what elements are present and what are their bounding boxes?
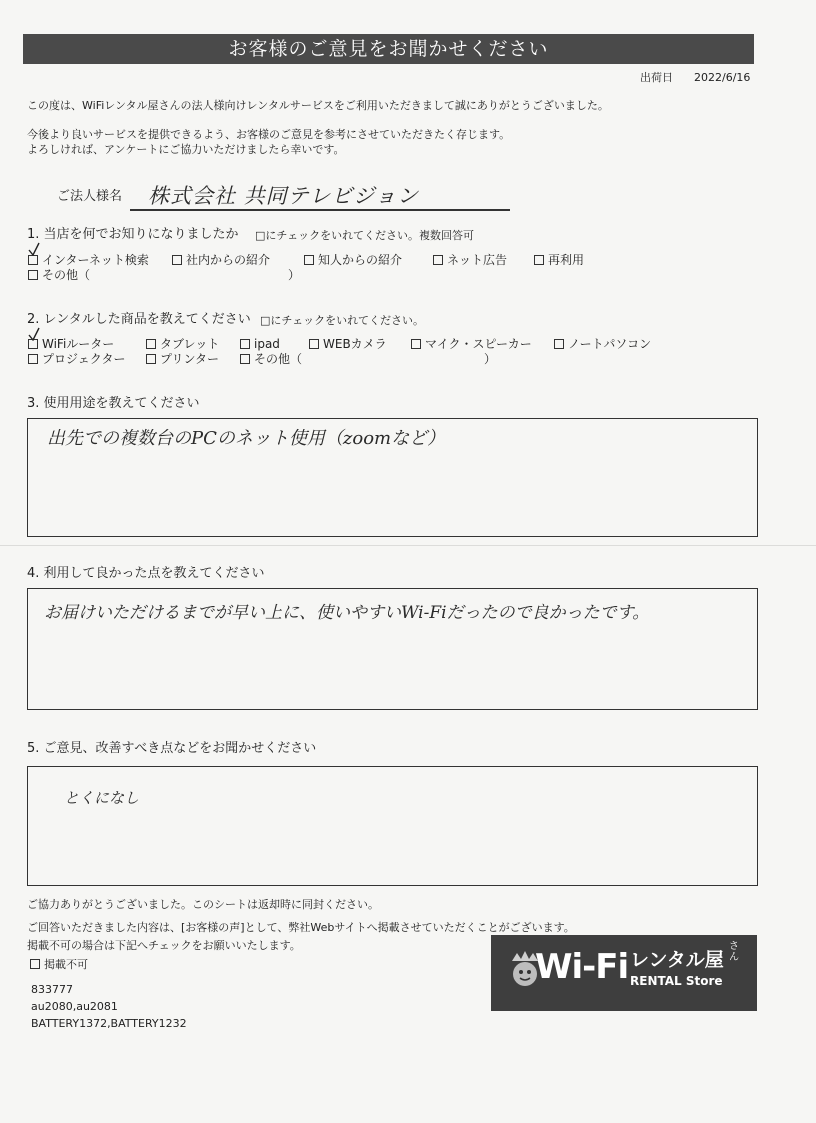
q2-wifi-router-label: WiFiルーター (42, 337, 115, 351)
q1-other-close-paren: ） (288, 268, 301, 282)
q2-web-camera-checkbox[interactable] (309, 339, 319, 349)
q2-other-label: その他（ (254, 352, 303, 366)
page-title: お客様のご意見をお聞かせください (23, 34, 754, 64)
logo-wifi-text: Wi-Fi (535, 947, 629, 987)
q2-web-camera-label: WEBカメラ (323, 337, 387, 351)
q5-answer-handwritten: とくになし (64, 789, 140, 807)
q1-acquaintance-label: 知人からの紹介 (318, 253, 403, 267)
q5-answer-box[interactable] (27, 766, 758, 886)
q1-internet-search-label: インターネット検索 (42, 253, 149, 267)
footer-publish-1: ご回答いただきました内容は、[お客様の声]として、弊社Webサイトへ掲載させていただくことがございます。 (27, 921, 575, 934)
device-codes: au2080,au2081 (31, 1000, 118, 1013)
q2-option-laptop[interactable] (554, 337, 651, 352)
q2-tablet-label: タブレット (160, 337, 220, 351)
q1-reuse-label: 再利用 (548, 253, 585, 267)
battery-codes: BATTERY1372,BATTERY1232 (31, 1017, 187, 1030)
q2-option-mic-speaker[interactable] (411, 337, 532, 352)
order-code: 833777 (31, 983, 73, 996)
paper-fold-line (0, 545, 816, 546)
q2-note: □にチェックをいれてください。 (260, 314, 425, 327)
intro-line-2: 今後より良いサービスを提供できるよう、お客様のご意見を参考にさせていただきたく存じます。 (27, 128, 511, 141)
q1-reuse-checkbox[interactable] (534, 255, 544, 265)
q5-title: 5. ご意見、改善すべき点などをお聞かせください (27, 741, 317, 756)
wifi-rental-logo (491, 935, 757, 1011)
q1-internal-referral-label: 社内からの紹介 (186, 253, 271, 267)
q2-projector-label: プロジェクター (42, 352, 126, 366)
check-mark-icon (28, 242, 40, 256)
q2-option-web-camera[interactable] (309, 337, 387, 352)
no-publish-label: 掲載不可 (44, 958, 88, 971)
q1-option-internal-referral[interactable] (172, 253, 270, 268)
q3-title: 3. 使用用途を教えてください (27, 396, 200, 411)
q1-internal-referral-checkbox[interactable] (172, 255, 182, 265)
q1-note: □にチェックをいれてください。複数回答可 (255, 229, 475, 242)
q2-option-projector[interactable] (28, 352, 126, 367)
footer-publish-2: 掲載不可の場合は下記へチェックをお願いいたします。 (27, 939, 301, 952)
q1-option-acquaintance[interactable] (304, 253, 402, 268)
q1-internet-search-checkbox[interactable] (28, 255, 38, 265)
q1-option-web-ad[interactable] (433, 253, 507, 268)
q2-other-close-paren: ） (484, 352, 497, 366)
no-publish-option[interactable] (30, 957, 88, 972)
q2-option-wifi-router[interactable] (28, 337, 114, 352)
q2-option-other[interactable] (240, 352, 302, 367)
footer-thanks: ご協力ありがとうございました。このシートは返却時に同封ください。 (27, 898, 379, 911)
q1-other-label: その他（ (42, 268, 91, 282)
company-label: ご法人様名 (57, 189, 123, 204)
logo-rental-store: RENTAL Store (630, 974, 723, 988)
q1-acquaintance-checkbox[interactable] (304, 255, 314, 265)
no-publish-checkbox[interactable] (30, 959, 40, 969)
q1-web-ad-label: ネット広告 (447, 253, 508, 267)
q2-option-tablet[interactable] (146, 337, 219, 352)
ship-date-value: 2022/6/16 (694, 71, 751, 84)
q2-mic-speaker-checkbox[interactable] (411, 339, 421, 349)
q2-printer-label: プリンター (160, 352, 220, 366)
q2-other-checkbox[interactable] (240, 354, 250, 364)
q1-option-internet-search[interactable] (28, 253, 149, 268)
q2-laptop-checkbox[interactable] (554, 339, 564, 349)
logo-san: さん (729, 941, 739, 963)
q2-ipad-label: ipad (254, 337, 280, 351)
q2-laptop-label: ノートパソコン (568, 337, 652, 351)
intro-line-1: この度は、WiFiレンタル屋さんの法人様向けレンタルサービスをご利用いただきまして誠にありがとうございました。 (27, 99, 609, 112)
q2-mic-speaker-label: マイク・スピーカー (425, 337, 532, 351)
check-mark-icon (28, 327, 40, 341)
logo-rental-jp: レンタル屋 (630, 949, 724, 971)
q2-ipad-checkbox[interactable] (240, 339, 250, 349)
q3-answer-handwritten: 出先での複数台のPCのネット使用（zoomなど） (47, 428, 446, 449)
ship-date (640, 71, 750, 85)
q1-title: 1. 当店を何でお知りになりましたか (27, 227, 239, 242)
q4-answer-handwritten: お届けいただけるまでが早い上に、使いやすいWi-Fiだったので良かったです。 (44, 603, 650, 623)
q2-printer-checkbox[interactable] (146, 354, 156, 364)
q1-web-ad-checkbox[interactable] (433, 255, 443, 265)
q2-option-ipad[interactable] (240, 337, 280, 352)
q4-title: 4. 利用して良かった点を教えてください (27, 566, 265, 581)
intro-line-3: よろしければ、アンケートにご協力いただけましたら幸いです。 (27, 143, 345, 156)
q2-option-printer[interactable] (146, 352, 219, 367)
company-underline (130, 209, 510, 211)
ship-date-label: 出荷日 (640, 71, 673, 84)
company-name-handwritten: 株式会社 共同テレビジョン (148, 184, 419, 208)
q2-projector-checkbox[interactable] (28, 354, 38, 364)
q1-option-reuse[interactable] (534, 253, 584, 268)
q2-tablet-checkbox[interactable] (146, 339, 156, 349)
q1-other-checkbox[interactable] (28, 270, 38, 280)
q2-title: 2. レンタルした商品を教えてください (27, 312, 251, 327)
q1-option-other[interactable] (28, 268, 90, 283)
